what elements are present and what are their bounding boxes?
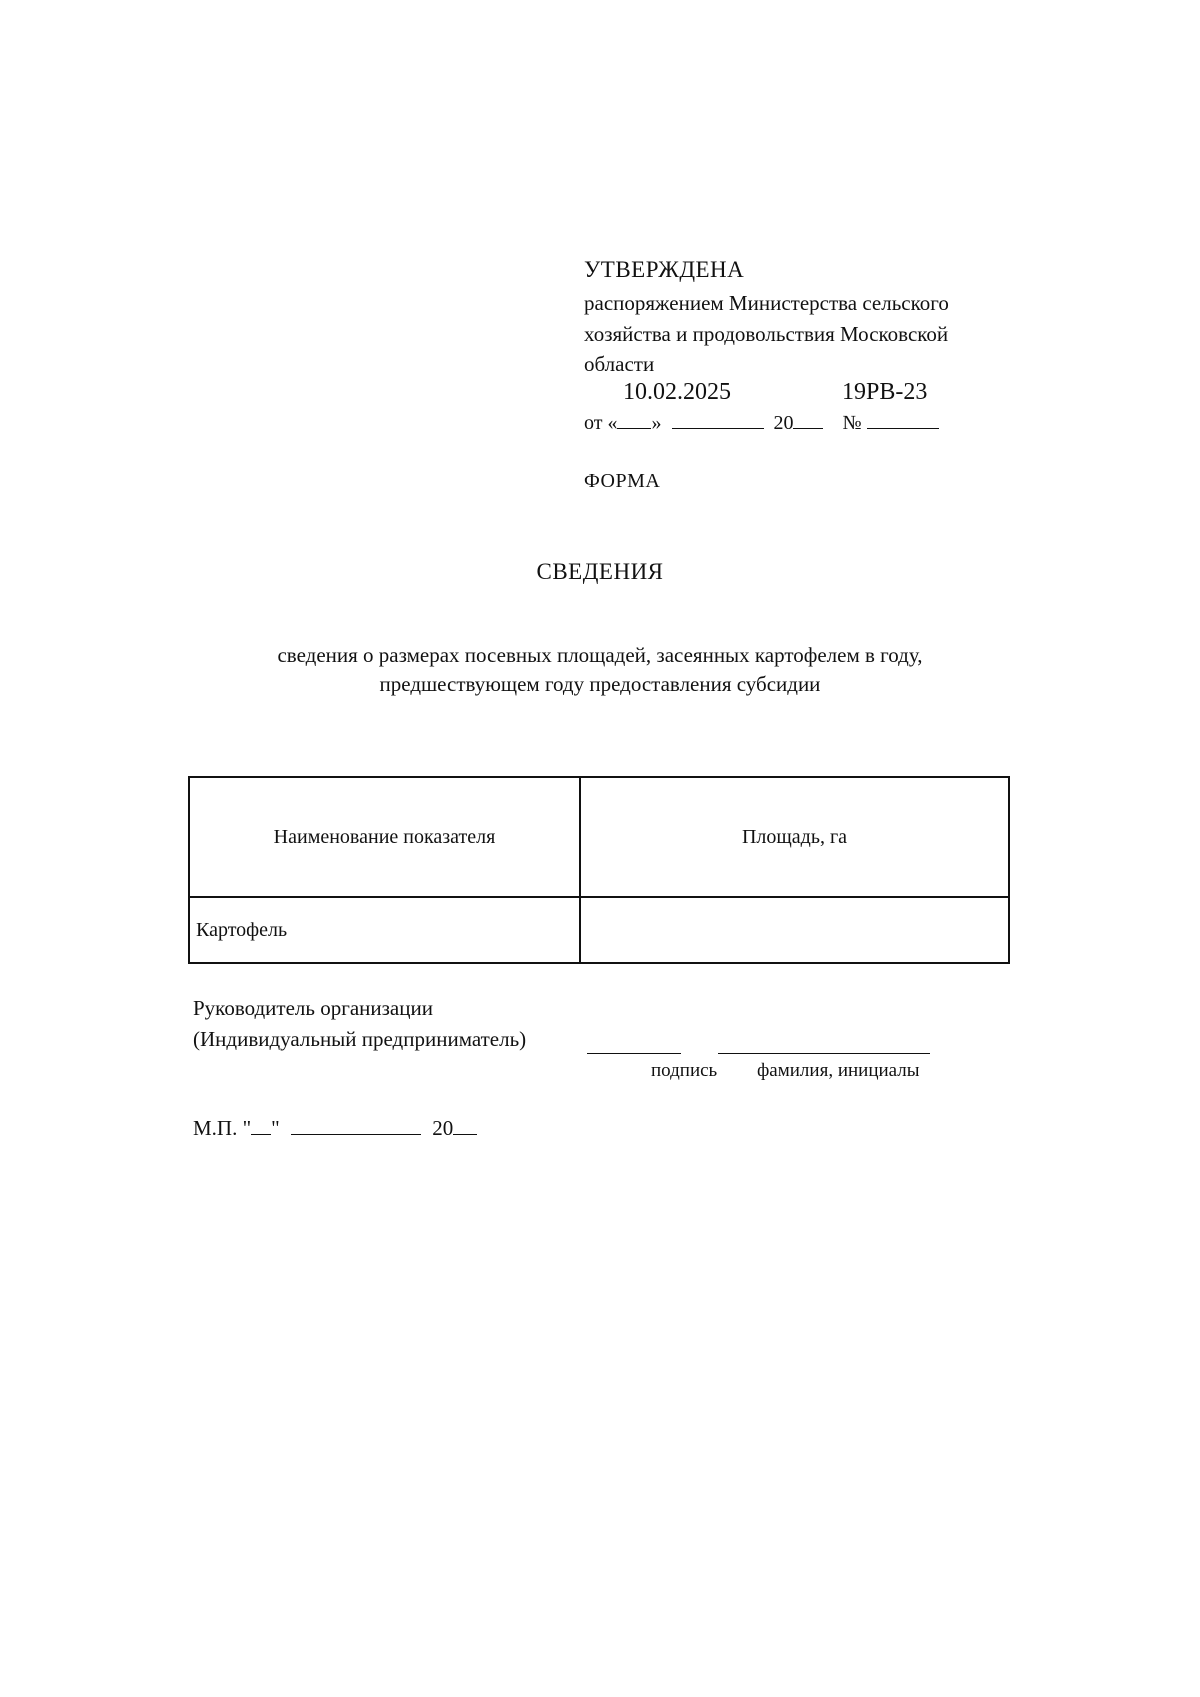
full-name-caption: фамилия, инициалы (757, 1060, 920, 1081)
year-blank (793, 412, 823, 429)
form-label: ФОРМА (584, 470, 661, 492)
row-indicator-name: Картофель (189, 897, 580, 963)
header-area: Площадь, га (580, 777, 1009, 897)
signature-role-line-1: Руководитель организации (193, 996, 433, 1020)
stamp-year-blank (453, 1118, 477, 1135)
subtitle-line-2: предшествующем году предоставления субсидии (379, 672, 821, 696)
number-blank (867, 412, 939, 429)
number-sign: № (842, 412, 862, 434)
signature-role-line-2: (Индивидуальный предприниматель) (193, 1027, 527, 1051)
table-header-row (189, 777, 1009, 897)
stamp-prefix: М.П. " (193, 1116, 252, 1140)
signature-caption: подпись (651, 1060, 718, 1081)
row-area-value (580, 897, 1009, 963)
stamp-day-blank (251, 1118, 271, 1135)
handwritten-number: 19РВ-23 (842, 379, 928, 405)
month-blank (672, 412, 764, 429)
document-title: СВЕДЕНИЯ (536, 559, 664, 584)
approval-line-1: распоряжением Министерства сельского (584, 291, 949, 315)
area-table (188, 776, 1010, 964)
day-blank (617, 412, 651, 429)
subtitle-line-1: сведения о размерах посевных площадей, засеянных картофелем в году, (277, 643, 923, 667)
approval-title: УТВЕРЖДЕНА (584, 257, 745, 282)
stamp-month-blank (291, 1118, 421, 1135)
header-indicator-name: Наименование показателя (189, 777, 580, 897)
year-prefix: 20 (773, 412, 794, 434)
approval-date-line (584, 412, 939, 435)
stamp-close: " (271, 1116, 280, 1140)
approval-line-2: хозяйства и продовольствия Московской (584, 322, 949, 346)
stamp-date-line (193, 1116, 477, 1141)
full-name-blank (718, 1053, 930, 1054)
stamp-year-prefix: 20 (432, 1116, 454, 1140)
date-prefix: от « (584, 412, 618, 434)
approval-line-3: области (584, 352, 655, 376)
date-close: » (651, 412, 662, 434)
signature-blank (587, 1053, 681, 1054)
handwritten-date: 10.02.2025 (623, 379, 731, 405)
table-row (189, 897, 1009, 963)
